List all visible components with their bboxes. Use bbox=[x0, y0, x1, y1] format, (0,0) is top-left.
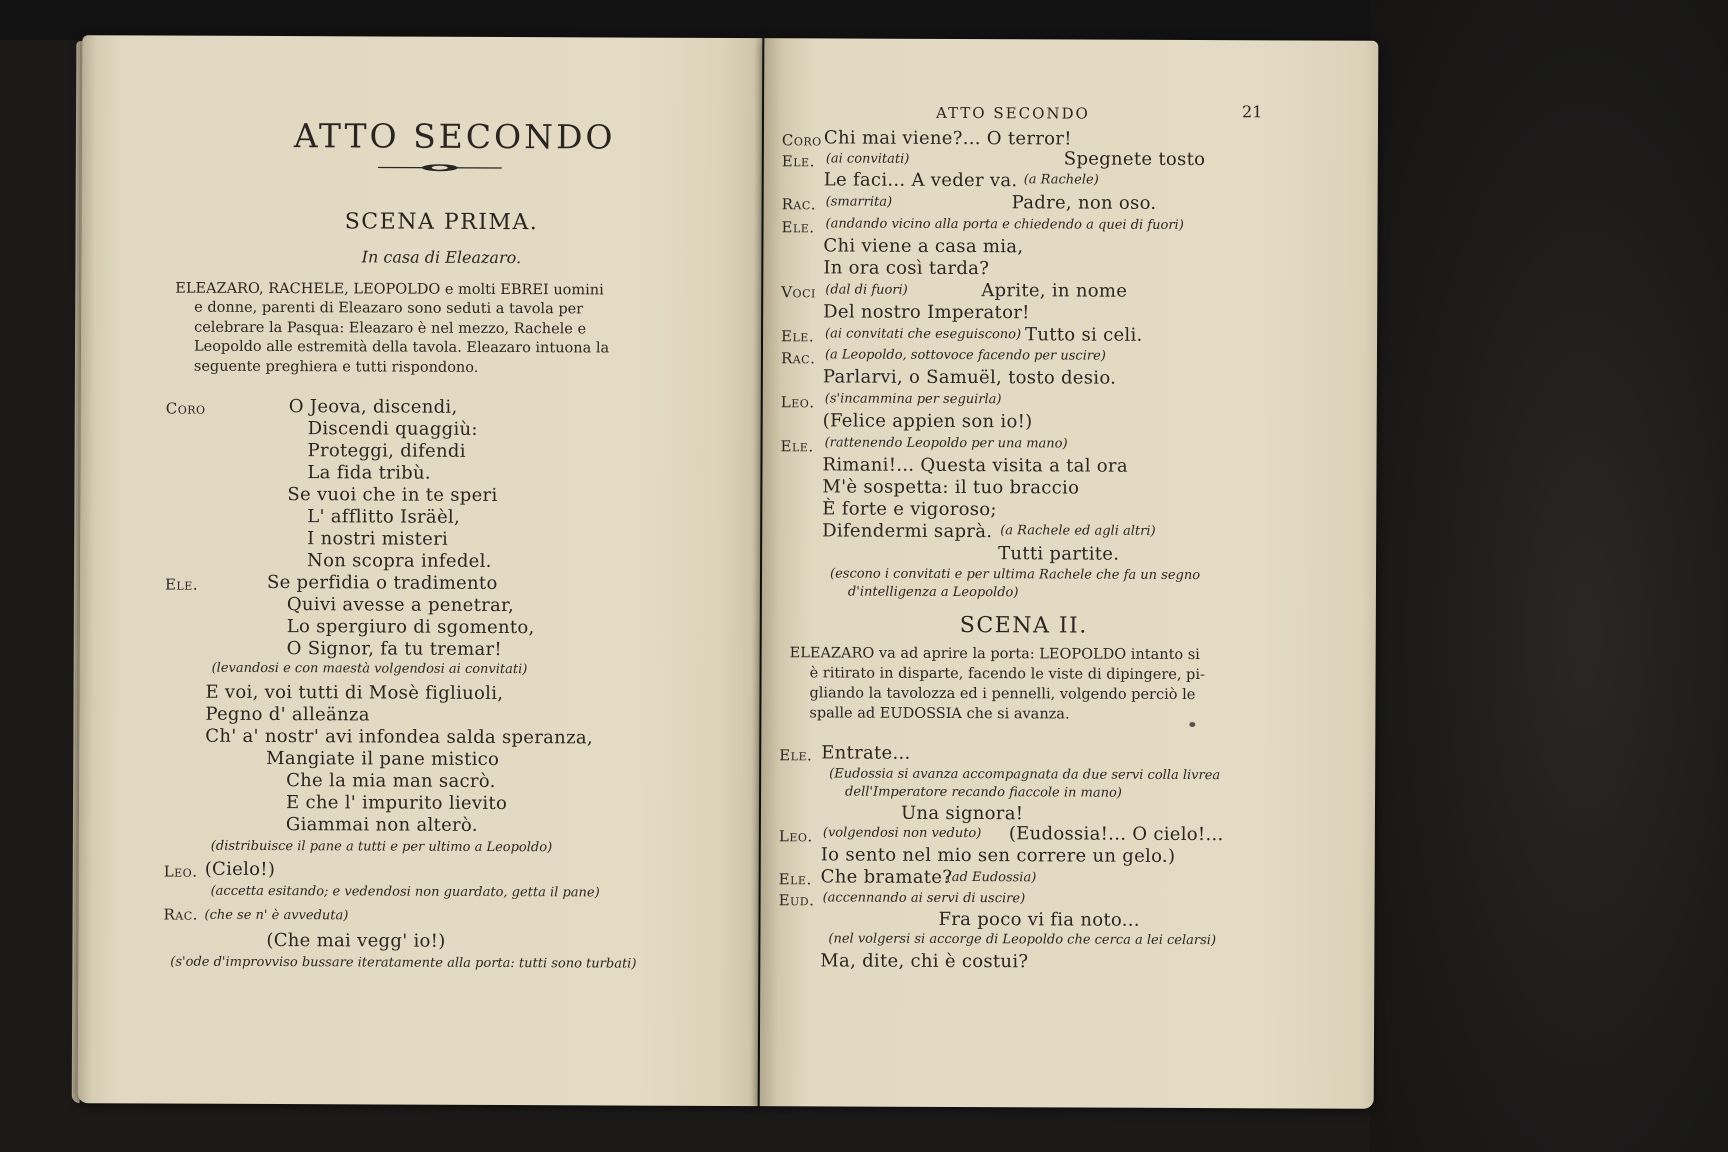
speaker-ele: Ele. bbox=[780, 437, 814, 456]
right-page bbox=[760, 38, 1379, 1109]
speaker-coro: Coro bbox=[781, 131, 822, 150]
speaker-leo: Leo. bbox=[163, 862, 198, 881]
speaker-rac: Rac. bbox=[780, 349, 816, 368]
act-title: ATTO SECONDO bbox=[293, 116, 616, 157]
verse: Ch' a' nostr' avi infondea salda speranza, bbox=[205, 725, 593, 749]
speaker-leo: Leo. bbox=[780, 393, 815, 412]
line: Tutto si celi. bbox=[1025, 324, 1143, 346]
open-book bbox=[78, 35, 1383, 1121]
verse: Se vuoi che in te speri bbox=[287, 484, 498, 506]
stage-direction: (rattenendo Leopoldo per una mano) bbox=[824, 435, 1068, 452]
scene-title: SCENA II. bbox=[959, 613, 1088, 639]
intro-line: ELEAZARO, RACHELE, LEOPOLDO e molti EBREI uomini bbox=[175, 280, 604, 299]
line: Le faci... A veder va. bbox=[823, 169, 1018, 192]
line: (Felice appien son io!) bbox=[822, 410, 1033, 433]
speaker-voci: Voci bbox=[781, 283, 816, 302]
line: Aprite, in nome bbox=[981, 280, 1128, 302]
stage-direction: dell'Imperatore recando fiaccole in mano) bbox=[845, 784, 1122, 801]
speaker-coro: Coro bbox=[165, 399, 206, 418]
line: Rimani!... Questa visita a tal ora bbox=[822, 454, 1128, 477]
line: Chi mai viene?... O terror! bbox=[823, 127, 1072, 150]
stage-direction: (che se n' è avveduta) bbox=[204, 907, 349, 924]
verse: Proteggi, difendi bbox=[307, 440, 466, 462]
stage-direction: (accetta esitando; e vedendosi non guardato, getta il pane) bbox=[210, 883, 600, 901]
intro-line: e donne, parenti di Eleazaro sono seduti a tavola per bbox=[194, 299, 584, 318]
left-page bbox=[78, 35, 763, 1106]
page-number: 21 bbox=[1241, 102, 1263, 122]
line: Fra poco vi fia noto... bbox=[938, 908, 1140, 931]
scene-intro-line: spalle ad EUDOSSIA che si avanza. bbox=[809, 705, 1070, 723]
line: Ma, dite, chi è costui? bbox=[820, 950, 1029, 973]
stage-direction: d'intelligenza a Leopoldo) bbox=[847, 584, 1019, 601]
verse: I nostri misteri bbox=[307, 528, 449, 550]
speaker-eud: Eud. bbox=[778, 891, 815, 910]
ink-spot bbox=[1189, 722, 1195, 727]
stage-direction: (a Leopoldo, sottovoce facendo per uscire) bbox=[824, 347, 1106, 364]
intro-line: Leopoldo alle estremità della tavola. Eleazaro intuona la bbox=[193, 338, 610, 357]
running-head: ATTO SECONDO bbox=[935, 103, 1090, 123]
verse: Mangiate il pane mistico bbox=[266, 747, 500, 770]
verse: La fida tribù. bbox=[307, 462, 431, 484]
stage-direction: (escono i convitati e per ultima Rachele che fa un segno bbox=[829, 566, 1201, 584]
verse: Non scopra infedel. bbox=[307, 550, 492, 572]
line: Una signora! bbox=[900, 802, 1024, 825]
verse: E voi, voi tutti di Mosè figliuoli, bbox=[205, 681, 504, 705]
line: Tutti partite. bbox=[998, 543, 1120, 565]
verse: Pegno d' alleänza bbox=[205, 703, 370, 726]
stage-direction: (smarrita) bbox=[825, 194, 893, 210]
stage-direction: (s'ode d'improvviso bussare iteratamente alla porta: tutti sono turbati) bbox=[170, 954, 637, 972]
verse: (Cielo!) bbox=[204, 858, 276, 881]
line: Che bramate? bbox=[820, 866, 953, 888]
scene-intro-line: ELEAZARO va ad aprire la porta: LEOPOLDO intanto si bbox=[789, 645, 1200, 664]
stage-direction: (andando vicino alla porta e chiedendo a quei di fuori) bbox=[825, 216, 1184, 233]
stage-direction: (nel volgersi si accorge di Leopoldo che cerca a lei celarsi) bbox=[828, 931, 1217, 949]
verse: E che l' impurito lievito bbox=[285, 792, 508, 815]
stage-direction: (a Rachele ed agli altri) bbox=[1000, 523, 1156, 539]
verse: L' afflitto Isräèl, bbox=[307, 506, 461, 528]
verse: Se perfidia o tradimento bbox=[266, 571, 498, 594]
line: Spegnete tosto bbox=[1063, 148, 1206, 171]
line: In ora così tarda? bbox=[823, 257, 990, 280]
line: (Eudossia!... O cielo!... bbox=[1008, 823, 1224, 846]
line: Difendermi saprà. bbox=[822, 520, 993, 543]
stage-direction: (a Rachele) bbox=[1023, 172, 1099, 188]
backdrop-right bbox=[1370, 0, 1728, 1152]
verse: O Signor, fa tu tremar! bbox=[286, 638, 503, 661]
scene-intro-line: è ritirato in disparte, facendo le viste di dipingere, pi- bbox=[809, 665, 1205, 684]
verse: Lo spergiuro di sgomento, bbox=[286, 616, 535, 639]
speaker-ele: Ele. bbox=[781, 218, 815, 237]
speaker-rac: Rac. bbox=[781, 195, 817, 214]
speaker-rac: Rac. bbox=[163, 905, 199, 924]
line: M'è sospetta: il tuo braccio bbox=[822, 476, 1080, 499]
line: È forte e vigoroso; bbox=[822, 498, 997, 521]
verse: O Jeova, discendi, bbox=[288, 396, 458, 418]
line: Io sento nel mio sen correre un gelo.) bbox=[820, 844, 1176, 867]
line: Chi viene a casa mia, bbox=[823, 235, 1024, 258]
stage-direction: (s'incammina per seguirla) bbox=[824, 391, 1002, 408]
speaker-ele: Ele. bbox=[781, 152, 815, 171]
stage-direction: (ai convitati che eseguiscono) bbox=[825, 326, 1022, 343]
ornament-rule bbox=[378, 162, 502, 173]
speaker-leo: Leo. bbox=[778, 827, 813, 846]
intro-line: celebrare la Pasqua: Eleazaro è nel mezzo, Rachele e bbox=[194, 319, 587, 338]
stage-direction: (levandosi e con maestà volgendosi ai convitati) bbox=[211, 660, 528, 678]
line: Entrate... bbox=[821, 742, 911, 764]
stage-direction: (accennando ai servi di uscire) bbox=[822, 890, 1026, 907]
stage-direction: (Eudossia si avanza accompagnata da due servi colla livrea bbox=[829, 766, 1221, 784]
verse: Quivi avesse a penetrar, bbox=[286, 594, 515, 617]
stage-direction: (volgendosi non veduto) bbox=[822, 825, 982, 842]
scene-intro-line: gliando la tavolozza ed i pennelli, volgendo perciò le bbox=[809, 685, 1196, 704]
stage-direction: (ad Eudossia) bbox=[946, 869, 1037, 886]
speaker-ele: Ele. bbox=[164, 575, 199, 594]
scene-setting: In casa di Eleazaro. bbox=[361, 247, 522, 268]
line: Parlarvi, o Samuël, tosto desio. bbox=[822, 366, 1117, 389]
speaker-ele: Ele. bbox=[779, 746, 813, 765]
intro-line: seguente preghiera e tutti rispondono. bbox=[193, 358, 479, 376]
verse: Che la mia man sacrò. bbox=[286, 770, 496, 792]
line: Del nostro Imperator! bbox=[823, 301, 1030, 324]
verse: Discendi quaggiù: bbox=[307, 418, 478, 440]
stage-direction: (distribuisce il pane a tutti e per ultimo a Leopoldo) bbox=[210, 838, 553, 856]
line: Padre, non oso. bbox=[1011, 192, 1157, 214]
scene-title: SCENA PRIMA. bbox=[344, 209, 539, 236]
speaker-ele: Ele. bbox=[781, 327, 815, 346]
speaker-ele: Ele. bbox=[778, 870, 812, 889]
verse: Giammai non alterò. bbox=[285, 814, 478, 836]
stage-direction: (dal di fuori) bbox=[825, 282, 908, 298]
stage-direction: (ai convitati) bbox=[825, 151, 910, 167]
verse: (Che mai vegg' io!) bbox=[266, 929, 446, 952]
